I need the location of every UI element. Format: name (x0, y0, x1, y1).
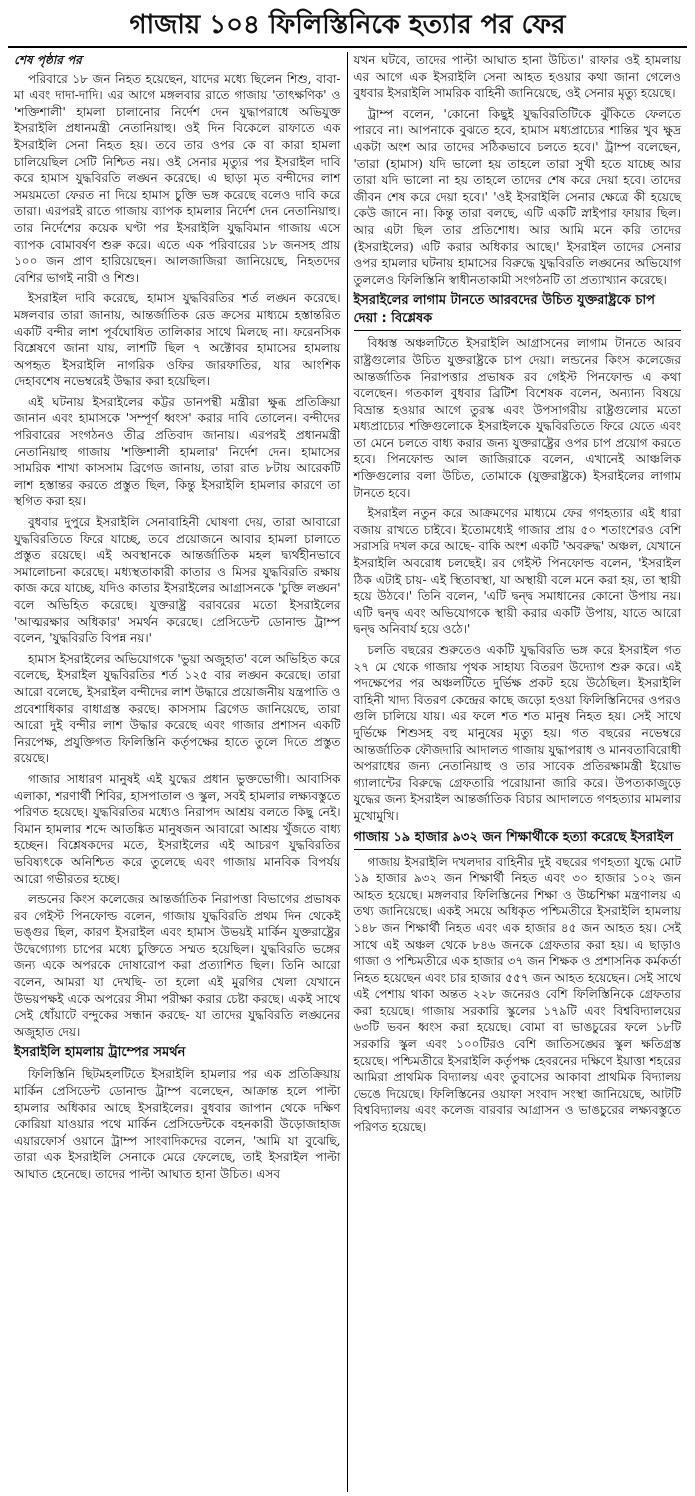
article-paragraph: ফিলিস্তিনি ছিটমহলটিতে ইসরাইলি হামলার পর এক প্রতিক্রিয়ায় মার্কিন প্রেসিডেন্ট ডোনাল্ড ট্রাম্প বলেছেন, আক্রান্ত হলে পাল্টা হামলার অধিকার আছে ইসরাইলের। বুধবার জাপান থেকে দক্ষিণ কোরিয়া যাওয়ার পথে মার্কিন প্রেসিডেন্টকে বহনকারী উড়োজাহাজ এয়ারফোর্স ওয়ানে ট্রাম্প সাংবাদিকদের বলেন, 'আমি যা বুঝেছি, তারা এক ইসরাইলি সেনাকে মেরে ফেলেছে, তাই ইসরাইল পাল্টা আঘাত হেনেছে। তাদের পাল্টা আঘাত হানা উচিত। এসব (14, 1067, 341, 1181)
right-column-body (354, 52, 682, 1136)
article-paragraph: পরিবারে ১৮ জন নিহত হয়েছেন, যাদের মধ্যে ছিলেন শিশু, বাবা-মা এবং দাদা-দাদি। এর আগে মঙ্গলবার রাতে গাজায় 'তাৎক্ষণিক' ও 'শক্তিশালী' হামলা চালানোর নির্দেশ দেন যুদ্ধাপরাধে অভিযুক্ত ইসরাইলি প্রধানমন্ত্রী নেতানিয়াহু। ওই দিন বিকেলে রাফাতে এক ইসরাইলি সেনা নিহত হয়। তবে তার ওপর কে বা কারা হামলা চালিয়েছিল সেটি নিশ্চিত নয়। ওই সেনার মৃত্যুর পর ইসরাইল দাবি করে হামাস যুদ্ধবিরতি লঙ্ঘন করেছে। এ ছাড়া মৃত বন্দীদের লাশ সময়মতো ফেরত না দিয়ে হামাস চুক্তি ভঙ্গ করেছে বলেও দাবি করে তারা। এরপরই রাতে গাজায় ব্যাপক হামলার নির্দেশ দেন নেতানিয়াহু। তার নির্দেশের কয়েক ঘণ্টা পর ইসরাইলি যুদ্ধবিমান গাজায় এসে ব্যাপক বোমাবর্ষণ শুরু করে। এতে এক পরিবারের ১৮ জনসহ প্রায় ১০০ জন প্রাণ হারিয়েছেন। আলজাজিরা জানিয়েছে, নিহতদের বেশির ভাগই নারী ও শিশু। (14, 71, 341, 285)
headline: গাজায় ১০৪ ফিলিস্তিনিকে হত্যার পর ফের (8, 8, 687, 48)
section-heading: গাজায় ১৯ হাজার ৯৩২ জন শিক্ষার্থীকে হত্যা করেছে ইসরাইল (354, 829, 682, 850)
article-paragraph: এই ঘটনায় ইসরাইলের কট্টর ডানপন্থী মন্ত্রীরা ক্ষুব্ধ প্রতিক্রিয়া জানান এবং হামাসকে 'সম্পূর্ণ ধ্বংস' করার দাবি তোলেন। বন্দীদের পরিবারের সংগঠনও তীব্র প্রতিবাদ জানায়। এরপরই প্রধানমন্ত্রী নেতানিয়াহু গাজায় 'শক্তিশালী হামলার' নির্দেশ দেন। হামাসের সামরিক শাখা কাসসাম ব্রিগেড জানায়, তারা রাত ৮টায় আরেকটি লাশ হস্তান্তর করতে প্রস্তুত ছিল, কিন্তু ইসরাইলি হামলার কারণে তা স্থগিত করা হয়। (14, 394, 341, 509)
article-paragraph: ইসরাইল দাবি করেছে, হামাস যুদ্ধবিরতির শর্ত লঙ্ঘন করেছে। মঙ্গলবার তারা জানায়, আন্তর্জাতিক রেড ক্রসের মাধ্যমে হস্তান্তরিত একটি বন্দীর লাশ পূর্বঘোষিত তালিকার সাথে মিলছে না। ফরেনসিক বিশ্লেষণে জানা যায়, লাশটি ছিল ৭ অক্টোবর হামাসের হামলায় অপহৃত ইসরাইলি নাগরিক ওফির জারফাতির, যার আংশিক দেহাবশেষ নভেম্বরেই উদ্ধার করা হয়েছিল। (14, 291, 341, 389)
continued-from-label: শেষ পৃষ্ঠার পর (14, 53, 82, 67)
article-paragraph: বুধবার দুপুরে ইসরাইলি সেনাবাহিনী ঘোষণা দেয়, তারা আবারো যুদ্ধবিরতিতে ফিরে যাচ্ছে, তবে প্রয়োজনে আবার হামলা চালাতে প্রস্তুত রয়েছে। এই অবস্থানকে আন্তর্জাতিক মহল দ্ব্যর্থহীনভাবে সমালোচনা করেছে। মধ্যস্থতাকারী কাতার ও মিসর যুদ্ধবিরতি রক্ষায় কাজ করে যাচ্ছে, যদিও কাতার ইসরাইলের আগ্রাসনকে 'চুক্তি লঙ্ঘন' বলে অভিহিত করেছে। যুক্তরাষ্ট্র বরাবরের মতো ইসরাইলের 'আত্মরক্ষার অধিকার' সমর্থন করেছে। প্রেসিডেন্ট ডোনাল্ড ট্রাম্প বলেন, 'যুদ্ধবিরতি বিপন্ন নয়।' (14, 515, 341, 646)
article-paragraph: ইসরাইল নতুন করে আক্রমণের মাধ্যমে ফের গণহত্যার এই ধারা বজায় রাখতে চাইবে। ইতোমধ্যেই গাজার প্রায় ৫০ শতাংশেরও বেশি সরাসরি দখল করে আছে- বাকি অংশ একটি 'অবরুদ্ধ' অঞ্চল, যেখানে ইসরাইলি অবরোধ চলছেই। রব গেইস্ট পিনফোল্ড বলেন, 'ইসরাইল ঠিক এটাই চায়- এই স্থিতাবস্থা, যা অস্থায়ী বলে মনে করা হয়, তা স্থায়ী হয়ে উঠবে।' তিনি বলেন, 'এটি দ্বন্দ্ব সমাধানের কোনো উপায় নয়। এটি দ্বন্দ্ব এবং অভিযোগকে স্থায়ী করার একটি উপায়, যাতে আরো দ্বন্দ্ব অনিবার্য হয়ে ওঠে।' (353, 506, 681, 637)
article-paragraph: চলতি বছরের শুরুতেও একটি যুদ্ধবিরতি ভঙ্গ করে ইসরাইল গত ২৭ মে থেকে গাজায় পৃথক সাহায্য বিতরণ উদ্যোগ শুরু করে। এই পদক্ষেপের পর অঞ্চলটিতে দুর্ভিক্ষ প্রকট হয়ে উঠেছিল। ইসরাইলি বাহিনী খাদ্য বিতরণ কেন্দ্রের কাছে জড়ো হওয়া ফিলিস্তিনিদের ওপরও গুলি চালিয়ে যায়। এর ফলে শত শত মানুষ নিহত হয়। সেই সাথে দুর্ভিক্ষে শিশুসহ বহু মানুষের মৃত্যু হয়। গত বছরের নভেম্বরে আন্তর্জাতিক ফৌজদারি আদালত গাজায় যুদ্ধাপরাধ ও মানবতাবিরোধী অপরাধের জন্য নেতানিয়াহু ও তার সাবেক প্রতিরক্ষামন্ত্রী ইয়োভ গ্যালান্টের বিরুদ্ধে গ্রেফতারি পরোয়ানা জারি করে। উপত্যকাজুড়ে যুদ্ধের জন্য ইসরাইল আন্তর্জাতিক বিচার আদালতে গণহত্যার মামলার মুখোমুখি। (353, 643, 681, 823)
article-paragraph: হামাস ইসরাইলের অভিযোগকে 'ভুয়া অজুহাত' বলে অভিহিত করে বলেছে, ইসরাইল যুদ্ধবিরতির শর্ত ১২৫ বার লঙ্ঘন করেছে। তারা আরো বলেছে, ইসরাইল বন্দীদের লাশ উদ্ধারে প্রয়োজনীয় যন্ত্রপাতি ও প্রবেশাধিকার বাধাগ্রস্ত করছে। কাসসাম ব্রিগেড জানিয়েছে, তারা আরো দুই বন্দীর লাশ উদ্ধার করেছে এবং গাজার প্রশাসন একটি নিরপেক্ষ, প্রযুক্তিগত ফিলিস্তিনি কর্তৃপক্ষের হাতে তুলে দিতে প্রস্তুত রয়েছে। (14, 651, 341, 766)
article-paragraph: যখন ঘটবে, তাদের পাল্টা আঘাত হানা উচিত।' রাফার ওই হামলায় এর আগে এক ইসরাইলি সেনা আহত হওয়ার কথা জানা গেলেও বুধবার ইসরাইলি সামরিক বাহিনী জানিয়েছে, ওই সেনার মৃত্যু হয়েছে। (353, 53, 681, 101)
article-paragraph: গাজায় ইসরাইলি দখলদার বাহিনীর দুই বছরের গণহত্যা যুদ্ধে মোট ১৯ হাজার ৯৩২ জন শিক্ষার্থী নিহত এবং ৩০ হাজার ১০২ জন আহত হয়েছে। মঙ্গলবার ফিলিস্তিনের শিক্ষা ও উচ্চশিক্ষা মন্ত্রণালয় এ তথ্য জানিয়েছে। একই সময়ে অধিকৃত পশ্চিমতীরে ইসরাইলি হামলায় ১৪৮ জন শিক্ষার্থী নিহত এবং এক হাজার ৪৫ জন আহত হয়। সেই সাথে এই অঞ্চল থেকে ৮৪৬ জনকে গ্রেফতার করা হয়। এ ছাড়াও গাজা ও পশ্চিমতীরে এক হাজার ৩৭ জন শিক্ষক ও প্রশাসনিক কর্মকর্তা নিহত হয়েছেন এবং চার হাজার ৫৫৭ জন আহত হয়েছেন। সেই সাথে এই পেশায় থাকা অন্তত ২২৮ জনেরও বেশি ফিলিস্তিনিকে গ্রেফতার করা হয়েছে। গাজায় সরকারি স্কুলের ১৭৯টি এবং বিশ্ববিদ্যালয়ের ৬৩টি ভবন ধ্বংস করা হয়েছে। বোমা বা ভাঙচুরের ফলে ১৮টি সরকারি স্কুল এবং ১০০টিরও বেশি জাতিসঙ্ঘের স্কুল ক্ষতিগ্রস্ত হয়েছে। পশ্চিমতীরে ইসরাইলি কর্তৃপক্ষ হেবরনের দক্ষিণে ইয়াত্তা শহরের আমিরা প্রাথমিক বিদ্যালয় এবং তুবাসের আকাবা প্রাথমিক বিদ্যালয় ভেঙে দিয়েছে। ফিলিস্তিনের ওয়াফা সংবাদ সংস্থা জানিয়েছে, আটটি বিশ্ববিদ্যালয় এবং কলেজ বারবার আগ্রাসন ও ভাঙচুরের লক্ষ্যবস্তুতে পরিণত হয়েছে। (353, 854, 681, 1135)
section-heading: ইসরাইলি হামলায় ট্রাম্পের সমর্থন (14, 1045, 186, 1061)
left-column (8, 52, 348, 1492)
left-column-body (14, 71, 341, 1183)
article-paragraph: ট্রাম্প বলেন, 'কোনো কিছুই যুদ্ধবিরতিটিকে ঝুঁকিতে ফেলতে পারবে না। আপনাকে বুঝতে হবে, হামাস মধ্যপ্রাচ্যের শান্তির খুব ক্ষুদ্র একটা অংশ আর তাদের সঠিকভাবে চলতে হবে।' ট্রাম্প বলেছেন, 'তারা (হামাস) যদি ভালো হয় তাহলে তারা সুখী হতে যাচ্ছে আর তারা যদি ভালো না হয় তাহলে তাদের শেষ করে দেয়া হবে। তাদের জীবন শেষ করে দেয়া হবে।' 'ওই ইসরাইলি সেনার ক্ষেত্রে কী হয়েছে কেউ জানে না। কিন্তু তারা বলছে, এটি একটি স্নাইপার ফায়ার ছিল। আর এটা ছিল তার প্রতিশোধ। আর আমি মনে করি তাদের (ইসরাইলের) এটি করার অধিকার আছে।' ইসরাইল তাদের সেনার ওপর হামলার ঘটনায় হামাসের বিরুদ্ধে যুদ্ধবিরতি লঙ্ঘনের অভিযোগ তুললেও ফিলিস্তিনি স্বাধীনতাকামী সংগঠনটি তা প্রত্যাখ্যান করেছে। (353, 106, 681, 287)
article-paragraph: বিধ্বস্ত অঞ্চলটিতে ইসরাইলি আগ্রাসনের লাগাম টানতে আরব রাষ্ট্রগুলোর উচিত যুক্তরাষ্ট্রকে চাপ দেয়া। লন্ডনের কিংস কলেজের আন্তর্জাতিক নিরাপত্তার প্রভাষক রব গেইস্ট পিনফোল্ড এ কথা বলেছেন। গতকাল বুধবার ব্রিটিশ বিশেষক বলেন, অন্যান্য বিষয়ে বিভ্রান্ত হওয়ার আগে তুরস্ক এবং উপসাগরীয় রাষ্ট্রগুলোর মতো মধ্যপ্রাচ্যের শক্তিগুলোকে ইসরাইলকে যুদ্ধবিরতিতে ফিরে যেতে এবং তা মেনে চলতে বাধ্য করার জন্য যুক্তরাষ্ট্রের ওপর চাপ প্রয়োগ করতে হবে। পিনফোল্ড আল জাজিরাকে বলেন, এখানেই আঞ্চলিক শক্তিগুলোর বলা উচিত, তোমাকে (যুক্তরাষ্ট্রকে) ইসরাইলের লাগাম টানতে হবে। (353, 336, 681, 500)
article-columns (8, 52, 687, 1492)
article-paragraph: লন্ডনের কিংস কলেজের আন্তর্জাতিক নিরাপত্তা বিভাগের প্রভাষক রব গেইস্ট পিনফোল্ড বলেন, গাজায় যুদ্ধবিরতি প্রথম দিন থেকেই ভঙ্গুর ছিল, কারণ ইসরাইল এবং হামাস উভয়ই মার্কিন যুক্তরাষ্ট্রের উদ্বেগ্যোগ্য চাপের মধ্যে চুক্তিতে সম্মত হয়েছিল। যুদ্ধবিরতি ভঙ্গের জন্য একে অপরকে দোষারোপ করা প্রত্যাশিত ছিল। তিনি আরো বলেন, আমরা যা দেখছি- তা হলো এই মুরগির খেলা যেখানে উভয়পক্ষই একে অপরের সীমা পরীক্ষা করার চেষ্টা করছে। একই সাথে সেই ধোঁয়াটে বন্দুকের সন্ধান করছে- যা তাদের যুদ্ধবিরতি লঙ্ঘনের অজুহাত দেয়। (14, 892, 341, 1039)
article-paragraph: গাজার সাধারণ মানুষই এই যুদ্ধের প্রধান ভুক্তভোগী। আবাসিক এলাকা, শরণার্থী শিবির, হাসপাতাল ও স্কুল, সবই হামলার লক্ষ্যবস্তুতে পরিণত হয়েছে। যুদ্ধবিরতির মধ্যেও নিরাপদ আশ্রয় বলতে কিছু নেই। বিমান হামলার শব্দে আতঙ্কিত মানুষজন আবারো আশ্রয় খুঁজতে বাধ্য হচ্ছেন। বিশ্লেষকদের মতে, ইসরাইলের এই আচরণ যুদ্ধবিরতির ভবিষ্যৎকে অনিশ্চিত করে তুলেছে এবং গাজায় মানবিক বিপর্যয় আরো গভীরতর হচ্ছে। (14, 771, 341, 886)
right-column (348, 52, 688, 1492)
section-heading: ইসরাইলের লাগাম টানতে আরবদের উচিত যুক্তরাষ্ট্রকে চাপ দেয়া : বিশ্লেষক (354, 292, 682, 331)
